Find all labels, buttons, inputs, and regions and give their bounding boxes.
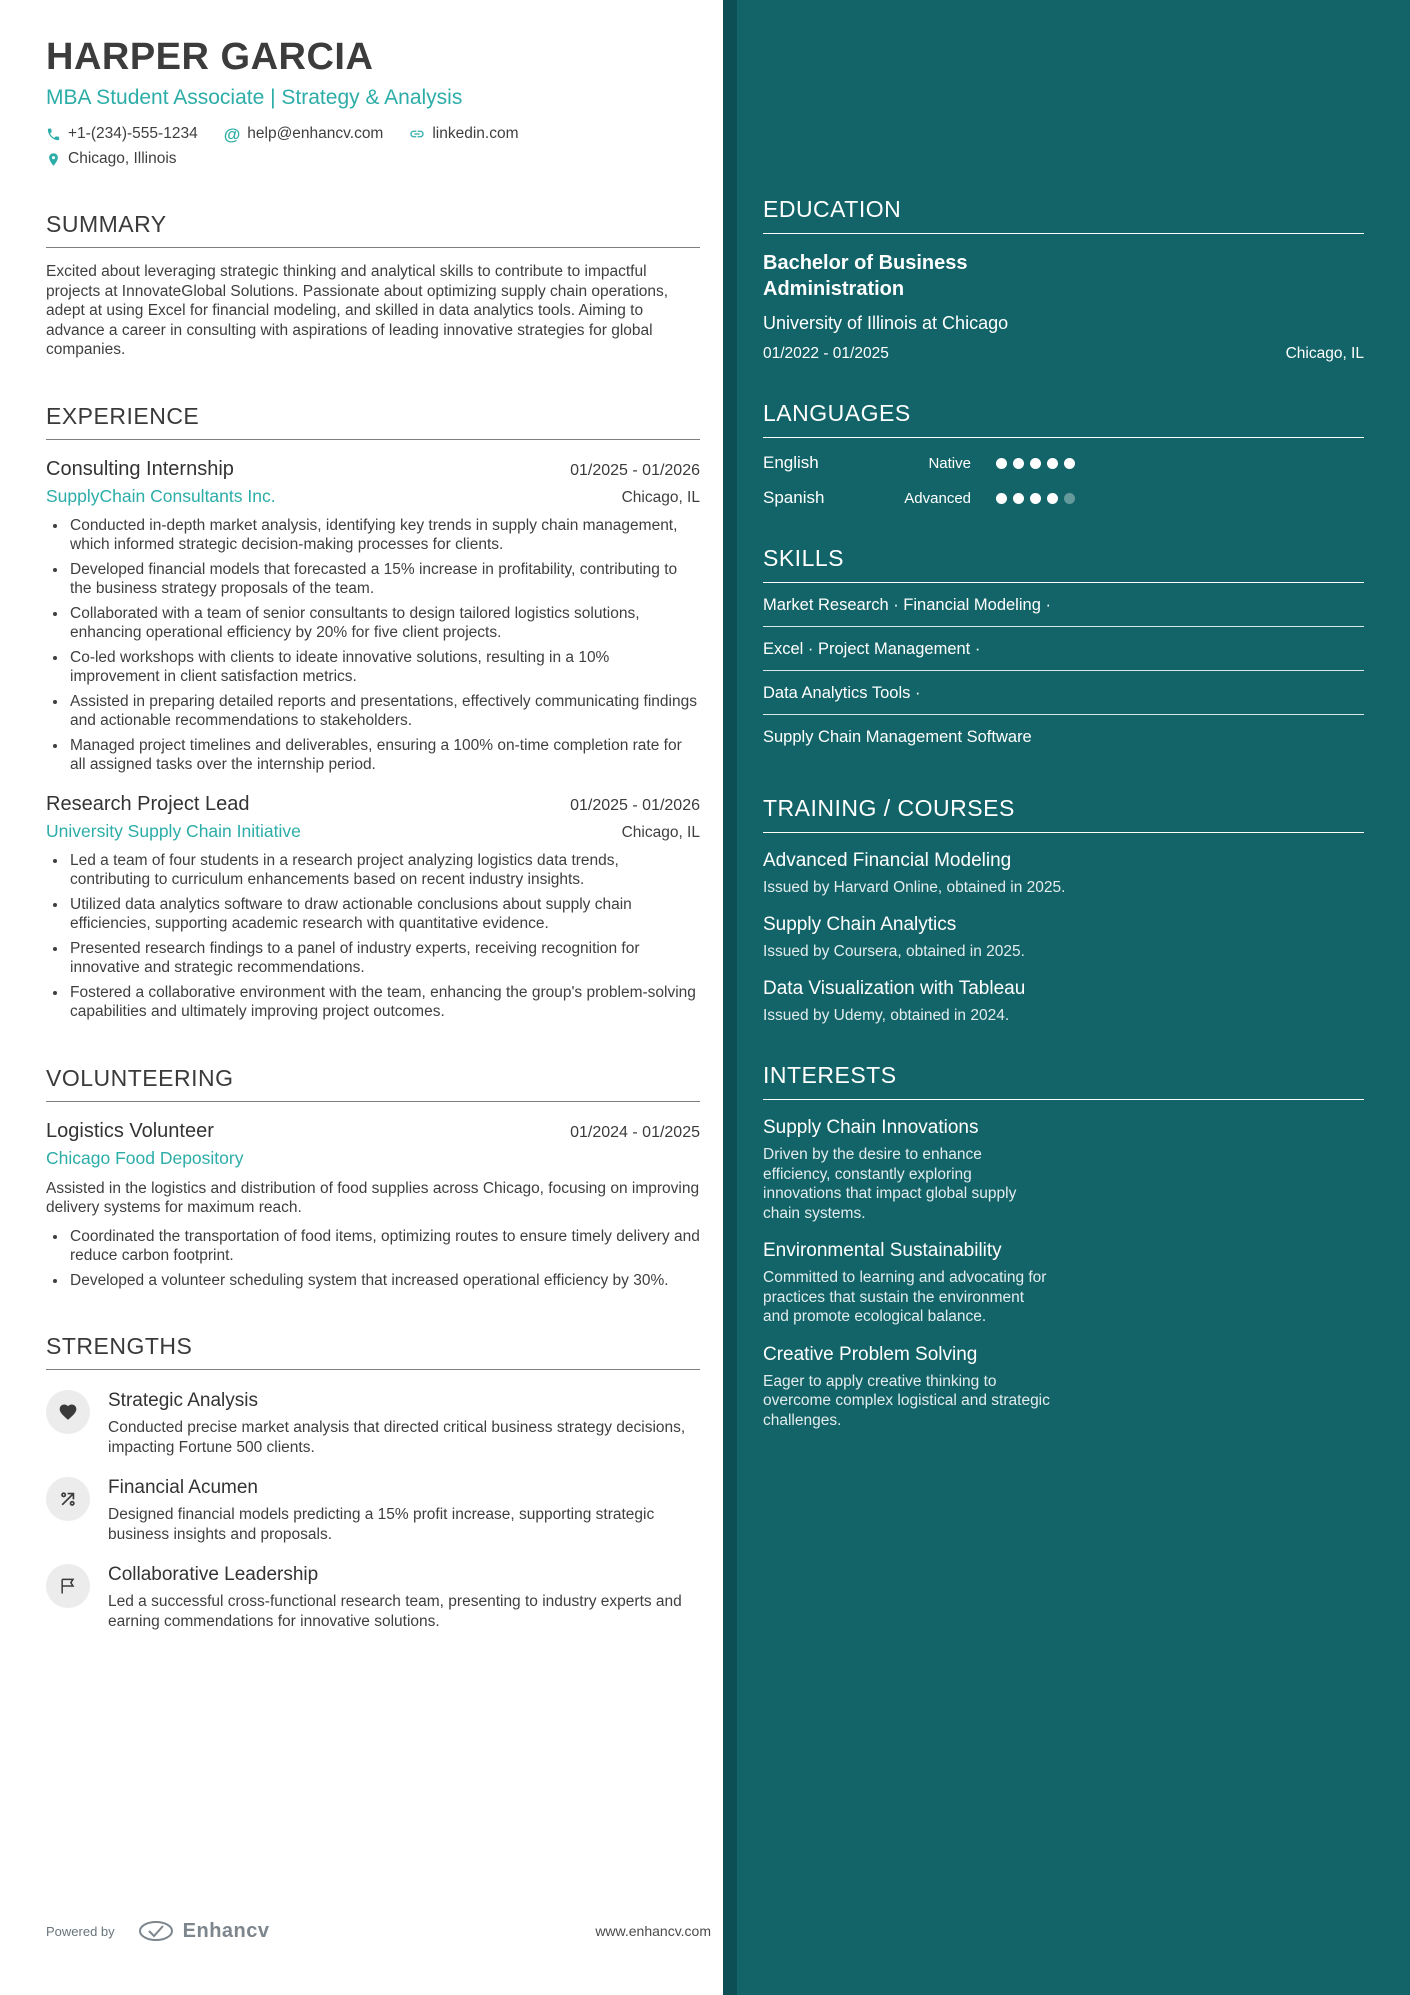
language-row [763, 453, 1075, 473]
job-location: Chicago, IL [621, 488, 700, 506]
education-dates: 01/2022 - 01/2025 [763, 345, 889, 362]
strength-item [46, 1477, 700, 1544]
summary-heading: SUMMARY [46, 211, 700, 248]
header [46, 36, 700, 168]
volunteer-dates: 01/2024 - 01/2025 [570, 1123, 700, 1141]
strength-item [46, 1564, 700, 1631]
language-name: Spanish [763, 488, 825, 507]
summary-section [46, 211, 700, 360]
phone-icon [46, 127, 61, 142]
enhancv-logo[interactable] [137, 1919, 270, 1943]
interest-item [763, 1117, 1364, 1223]
job-entry [46, 458, 700, 775]
strength-title: Collaborative Leadership [108, 1564, 319, 1585]
flag-icon [46, 1564, 90, 1608]
bullet-item: • Presented research findings to a panel of industry experts, receiving recognition for innovative and strategic recommendations. [68, 939, 700, 978]
company-name: SupplyChain Consultants Inc. [46, 485, 276, 506]
footer-website-link[interactable]: www.enhancv.com [595, 1923, 711, 1939]
skill-line: Data Analytics Tools · [763, 671, 1364, 715]
interest-item [763, 1240, 1364, 1327]
school: University of Illinois at Chicago [763, 313, 1009, 333]
interest-description: Committed to learning and advocating for practices that sustain the environment and promote ecological balance. [763, 1269, 1047, 1325]
location-text: Chicago, Illinois [68, 150, 177, 167]
percent-growth-icon [46, 1477, 90, 1521]
skill-line: Supply Chain Management Software [763, 728, 1032, 746]
language-proficiency-dots [996, 493, 1075, 504]
bullet-item: • Utilized data analytics software to draw actionable conclusions about supply chain efficiencies, supporting academic research with quantitative evidence. [68, 895, 700, 934]
course-item [763, 850, 1364, 897]
job-bullets [46, 516, 700, 775]
link-icon [409, 126, 425, 142]
website-contact[interactable] [409, 125, 518, 143]
job-header [46, 793, 700, 816]
strengths-section [46, 1333, 700, 1631]
language-row [763, 488, 1075, 508]
phone-contact [46, 125, 198, 143]
skill-line: Market Research · Financial Modeling · [763, 583, 1364, 627]
bullet-item: • Led a team of four students in a research project analyzing logistics data trends, contributing to curriculum enhancements based on recent industry insights. [68, 851, 700, 890]
course-item [763, 978, 1364, 1025]
job-entry [46, 793, 700, 1022]
job-dates: 01/2025 - 01/2026 [570, 461, 700, 479]
experience-section [46, 403, 700, 1022]
course-description: Issued by Coursera, obtained in 2025. [763, 943, 1025, 960]
experience-heading: EXPERIENCE [46, 403, 700, 440]
language-level: Native [928, 454, 971, 472]
interest-description: Eager to apply creative thinking to overcome complex logistical and strategic challenges. [763, 1372, 1050, 1429]
enhancv-logo-icon [137, 1919, 175, 1943]
bullet-item: • Developed financial models that forecasted a 15% increase in profitability, contributing to the business strategy proposals of the team. [68, 560, 700, 599]
candidate-name: HARPER GARCIA [46, 36, 374, 78]
candidate-title: MBA Student Associate | Strategy & Analysis [46, 86, 463, 109]
job-location: Chicago, IL [621, 823, 700, 841]
degree: Bachelor of Business Administration [763, 252, 968, 300]
footer-branding [46, 1919, 270, 1943]
summary-text: Excited about leveraging strategic thinking and analytical skills to contribute to impactful projects at InnovateGlobal Solutions. Passionate about optimizing supply chain operations, adept at using Excel for financial modeling, and skilled in data analytics tools. Aiming to advance a career in consulting with aspirations of leading innovative strategies for global companies. [46, 263, 669, 358]
volunteering-section [46, 1065, 700, 1291]
training-heading: TRAINING / COURSES [763, 795, 1364, 833]
language-name: English [763, 453, 819, 472]
website-url: linkedin.com [432, 125, 519, 142]
interest-item [763, 1344, 1364, 1431]
volunteer-subheader [46, 1148, 700, 1169]
education-heading: EDUCATION [763, 196, 1364, 234]
course-title: Advanced Financial Modeling [763, 850, 1012, 871]
bullet-item: • Collaborated with a team of senior consultants to design tailored logistics solutions, enhancing operational efficiency by 20% for five client projects. [68, 604, 700, 643]
volunteer-description: Assisted in the logistics and distribution of food supplies across Chicago, focusing on improving delivery systems for maximum reach. [46, 1179, 700, 1216]
interest-description: Driven by the desire to enhance efficiency, constantly exploring innovations that impact global supply chain systems. [763, 1146, 1017, 1222]
volunteer-title: Logistics Volunteer [46, 1119, 214, 1142]
language-proficiency-dots [996, 458, 1075, 469]
interests-heading: INTERESTS [763, 1062, 1364, 1100]
volunteer-entry [46, 1120, 700, 1291]
sidebar [723, 0, 1410, 1995]
company-name: University Supply Chain Initiative [46, 820, 301, 841]
skills-heading: SKILLS [763, 545, 1364, 583]
interest-title: Environmental Sustainability [763, 1240, 1002, 1261]
bullet-item: • Conducted in-depth market analysis, identifying key trends in supply chain management, which informed strategic decision-making processes for clients. [68, 516, 700, 555]
bullet-item: • Developed a volunteer scheduling system that increased operational efficiency by 30%. [68, 1271, 700, 1291]
strength-title: Financial Acumen [108, 1477, 258, 1498]
course-description: Issued by Udemy, obtained in 2024. [763, 1007, 1010, 1024]
strength-body [108, 1390, 700, 1457]
job-subheader [46, 821, 700, 842]
strength-description: Designed financial models predicting a 15% profit increase, supporting strategic business insights and proposals. [108, 1506, 655, 1543]
course-title: Data Visualization with Tableau [763, 978, 1026, 999]
education-meta [763, 345, 1364, 363]
phone-number: +1-(234)-555-1234 [68, 125, 198, 142]
job-header [46, 458, 700, 481]
strength-body [108, 1564, 700, 1631]
strength-item [46, 1390, 700, 1457]
job-title: Research Project Lead [46, 792, 250, 815]
interest-title: Creative Problem Solving [763, 1343, 978, 1365]
contact-row-2 [46, 150, 700, 168]
location-pin-icon [46, 152, 61, 167]
contact-row [46, 125, 700, 143]
course-item [763, 914, 1364, 961]
skills-section [763, 545, 1364, 758]
volunteering-heading: VOLUNTEERING [46, 1065, 700, 1102]
language-level: Advanced [904, 489, 971, 507]
volunteer-org: Chicago Food Depository [46, 1147, 244, 1168]
bullet-item: • Co-led workshops with clients to ideate innovative solutions, resulting in a 10% improvement in client satisfaction metrics. [68, 648, 700, 687]
volunteer-bullets [46, 1227, 700, 1291]
powered-by-label: Powered by [46, 1923, 115, 1939]
heart-icon [46, 1390, 90, 1434]
email-icon: @ [223, 124, 241, 144]
strength-description: Led a successful cross-functional research team, presenting to industry experts and earning commendations for innovative solutions. [108, 1593, 682, 1630]
languages-section [763, 400, 1364, 508]
bullet-item: • Assisted in preparing detailed reports and presentations, effectively communicating findings and actionable recommendations to stakeholders. [68, 692, 700, 731]
languages-heading: LANGUAGES [763, 400, 1364, 438]
job-title: Consulting Internship [46, 457, 234, 480]
email-contact[interactable] [224, 125, 384, 143]
course-description: Issued by Harvard Online, obtained in 2025. [763, 879, 1066, 896]
bullet-item: • Coordinated the transportation of food items, optimizing routes to ensure timely delivery and reduce carbon footprint. [68, 1227, 700, 1266]
location-contact [46, 150, 177, 168]
strength-body [108, 1477, 700, 1544]
course-title: Supply Chain Analytics [763, 914, 957, 935]
volunteer-header [46, 1120, 700, 1143]
skill-line: Excel · Project Management · [763, 627, 1364, 671]
job-bullets [46, 851, 700, 1022]
email-address: help@enhancv.com [247, 125, 384, 142]
strength-title: Strategic Analysis [108, 1390, 258, 1411]
education-location: Chicago, IL [1285, 345, 1364, 362]
brand-name: Enhancv [182, 1919, 270, 1942]
education-section [763, 196, 1364, 363]
job-subheader [46, 486, 700, 507]
strengths-heading: STRENGTHS [46, 1333, 700, 1370]
interests-section [763, 1062, 1364, 1430]
interest-title: Supply Chain Innovations [763, 1117, 979, 1138]
bullet-item: • Fostered a collaborative environment with the team, enhancing the group's problem-solving capabilities and ultimately improving project outcomes. [68, 983, 700, 1022]
training-section [763, 795, 1364, 1025]
strength-description: Conducted precise market analysis that directed critical business strategy decisions, impacting Fortune 500 clients. [108, 1419, 686, 1456]
footer [46, 1919, 711, 1943]
job-dates: 01/2025 - 01/2026 [570, 796, 700, 814]
bullet-item: • Managed project timelines and deliverables, ensuring a 100% on-time completion rate for all assigned tasks over the internship period. [68, 736, 700, 775]
